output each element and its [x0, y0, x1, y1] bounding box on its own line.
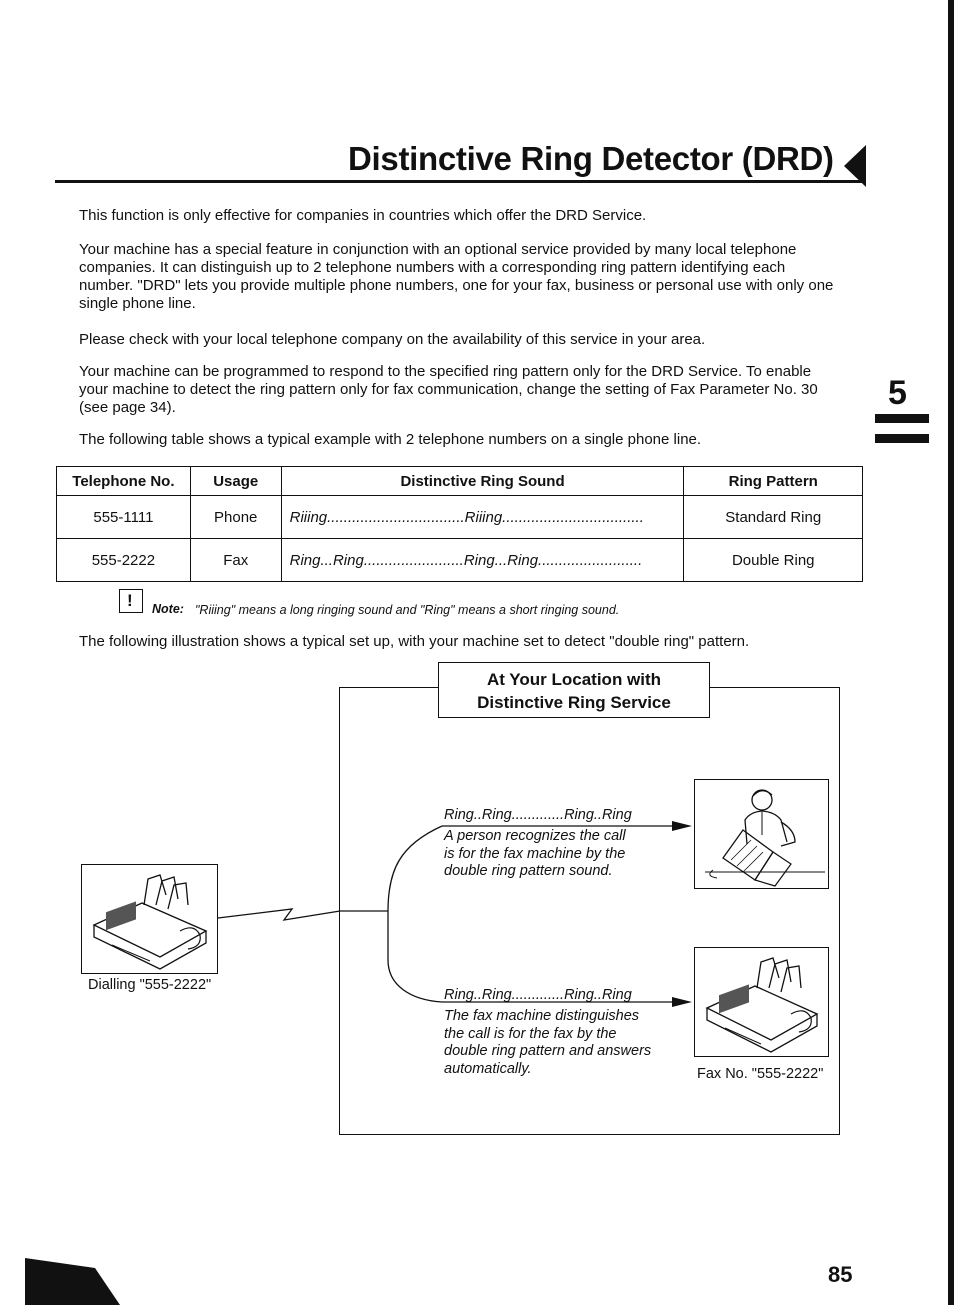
- illustration-intro: The following illustration shows a typical set up, with your machine set to detect "double ring" pattern.: [79, 633, 750, 650]
- table-cell: Double Ring: [684, 539, 863, 582]
- ring-pattern-text: Ring..Ring.............Ring..Ring: [444, 807, 632, 823]
- caption-line: The fax machine distinguishes: [444, 1008, 640, 1024]
- table-cell: Ring...Ring........................Ring...Ring.........................: [281, 539, 684, 582]
- note-text: "Riiing" means a long ringing sound and "Ring" means a short ringing sound.: [195, 603, 620, 617]
- caption-person: [444, 828, 626, 881]
- caption-line: the call is for the fax by the: [444, 1025, 617, 1042]
- receiver-label: Fax No. "555-2222": [697, 1066, 824, 1082]
- table-cell: Riiing.................................Riiing..................................: [281, 496, 684, 539]
- table-header: Distinctive Ring Sound: [281, 467, 684, 496]
- caption-line: automatically.: [444, 1060, 532, 1077]
- caption-fax: [444, 1008, 651, 1078]
- sending-fax-illustration: [81, 864, 218, 974]
- table-header: Ring Pattern: [684, 467, 863, 496]
- table-cell: Fax: [190, 539, 281, 582]
- frame-title-line: Distinctive Ring Service: [477, 693, 671, 712]
- paragraph: Your machine has a special feature in conjunction with an optional service provided by many local telephone companies. It can distinguish up to 2 telephone numbers with a corresponding ring pattern identifying each number. "DRD" lets you provide multiple phone numbers, one for your fax, business or personal use with only one single phone line.: [79, 241, 834, 312]
- paragraph: Please check with your local telephone company on the availability of this service in your area.: [79, 331, 706, 348]
- person-illustration: [694, 779, 829, 889]
- table-cell: 555-1111: [57, 496, 191, 539]
- caption-line: is for the fax machine by the: [444, 845, 626, 862]
- paragraph: This function is only effective for companies in countries which offer the DRD Service.: [79, 207, 647, 224]
- ring-pattern-text: Ring..Ring.............Ring..Ring: [444, 987, 632, 1003]
- table-cell: 555-2222: [57, 539, 191, 582]
- sender-label: Dialling "555-2222": [88, 977, 212, 993]
- paragraph: The following table shows a typical example with 2 telephone numbers on a single phone line.: [79, 431, 702, 448]
- page-title: Distinctive Ring Detector (DRD): [348, 140, 834, 177]
- table-cell: Standard Ring: [684, 496, 863, 539]
- frame-title-line: At Your Location with: [486, 670, 662, 689]
- chapter-number: 5: [888, 374, 907, 412]
- caption-line: double ring pattern and answers: [444, 1043, 652, 1059]
- table-header: Telephone No.: [57, 467, 191, 496]
- page-number: 85: [828, 1262, 853, 1287]
- table-header: Usage: [190, 467, 281, 496]
- paragraph: Your machine can be programmed to respond to the specified ring pattern only for the DRD Service. To enable your machine to detect the ring pattern only for fax communication, change the setting of Fax Parameter No. 30 (see page 34).: [79, 363, 818, 416]
- note-label: Note:: [152, 602, 184, 616]
- caption-line: A person recognizes the call: [444, 828, 626, 844]
- table-cell: Phone: [190, 496, 281, 539]
- caption-line: double ring pattern sound.: [444, 863, 613, 879]
- receiving-fax-illustration: [694, 947, 829, 1057]
- corner-shade-mark: [25, 1250, 120, 1305]
